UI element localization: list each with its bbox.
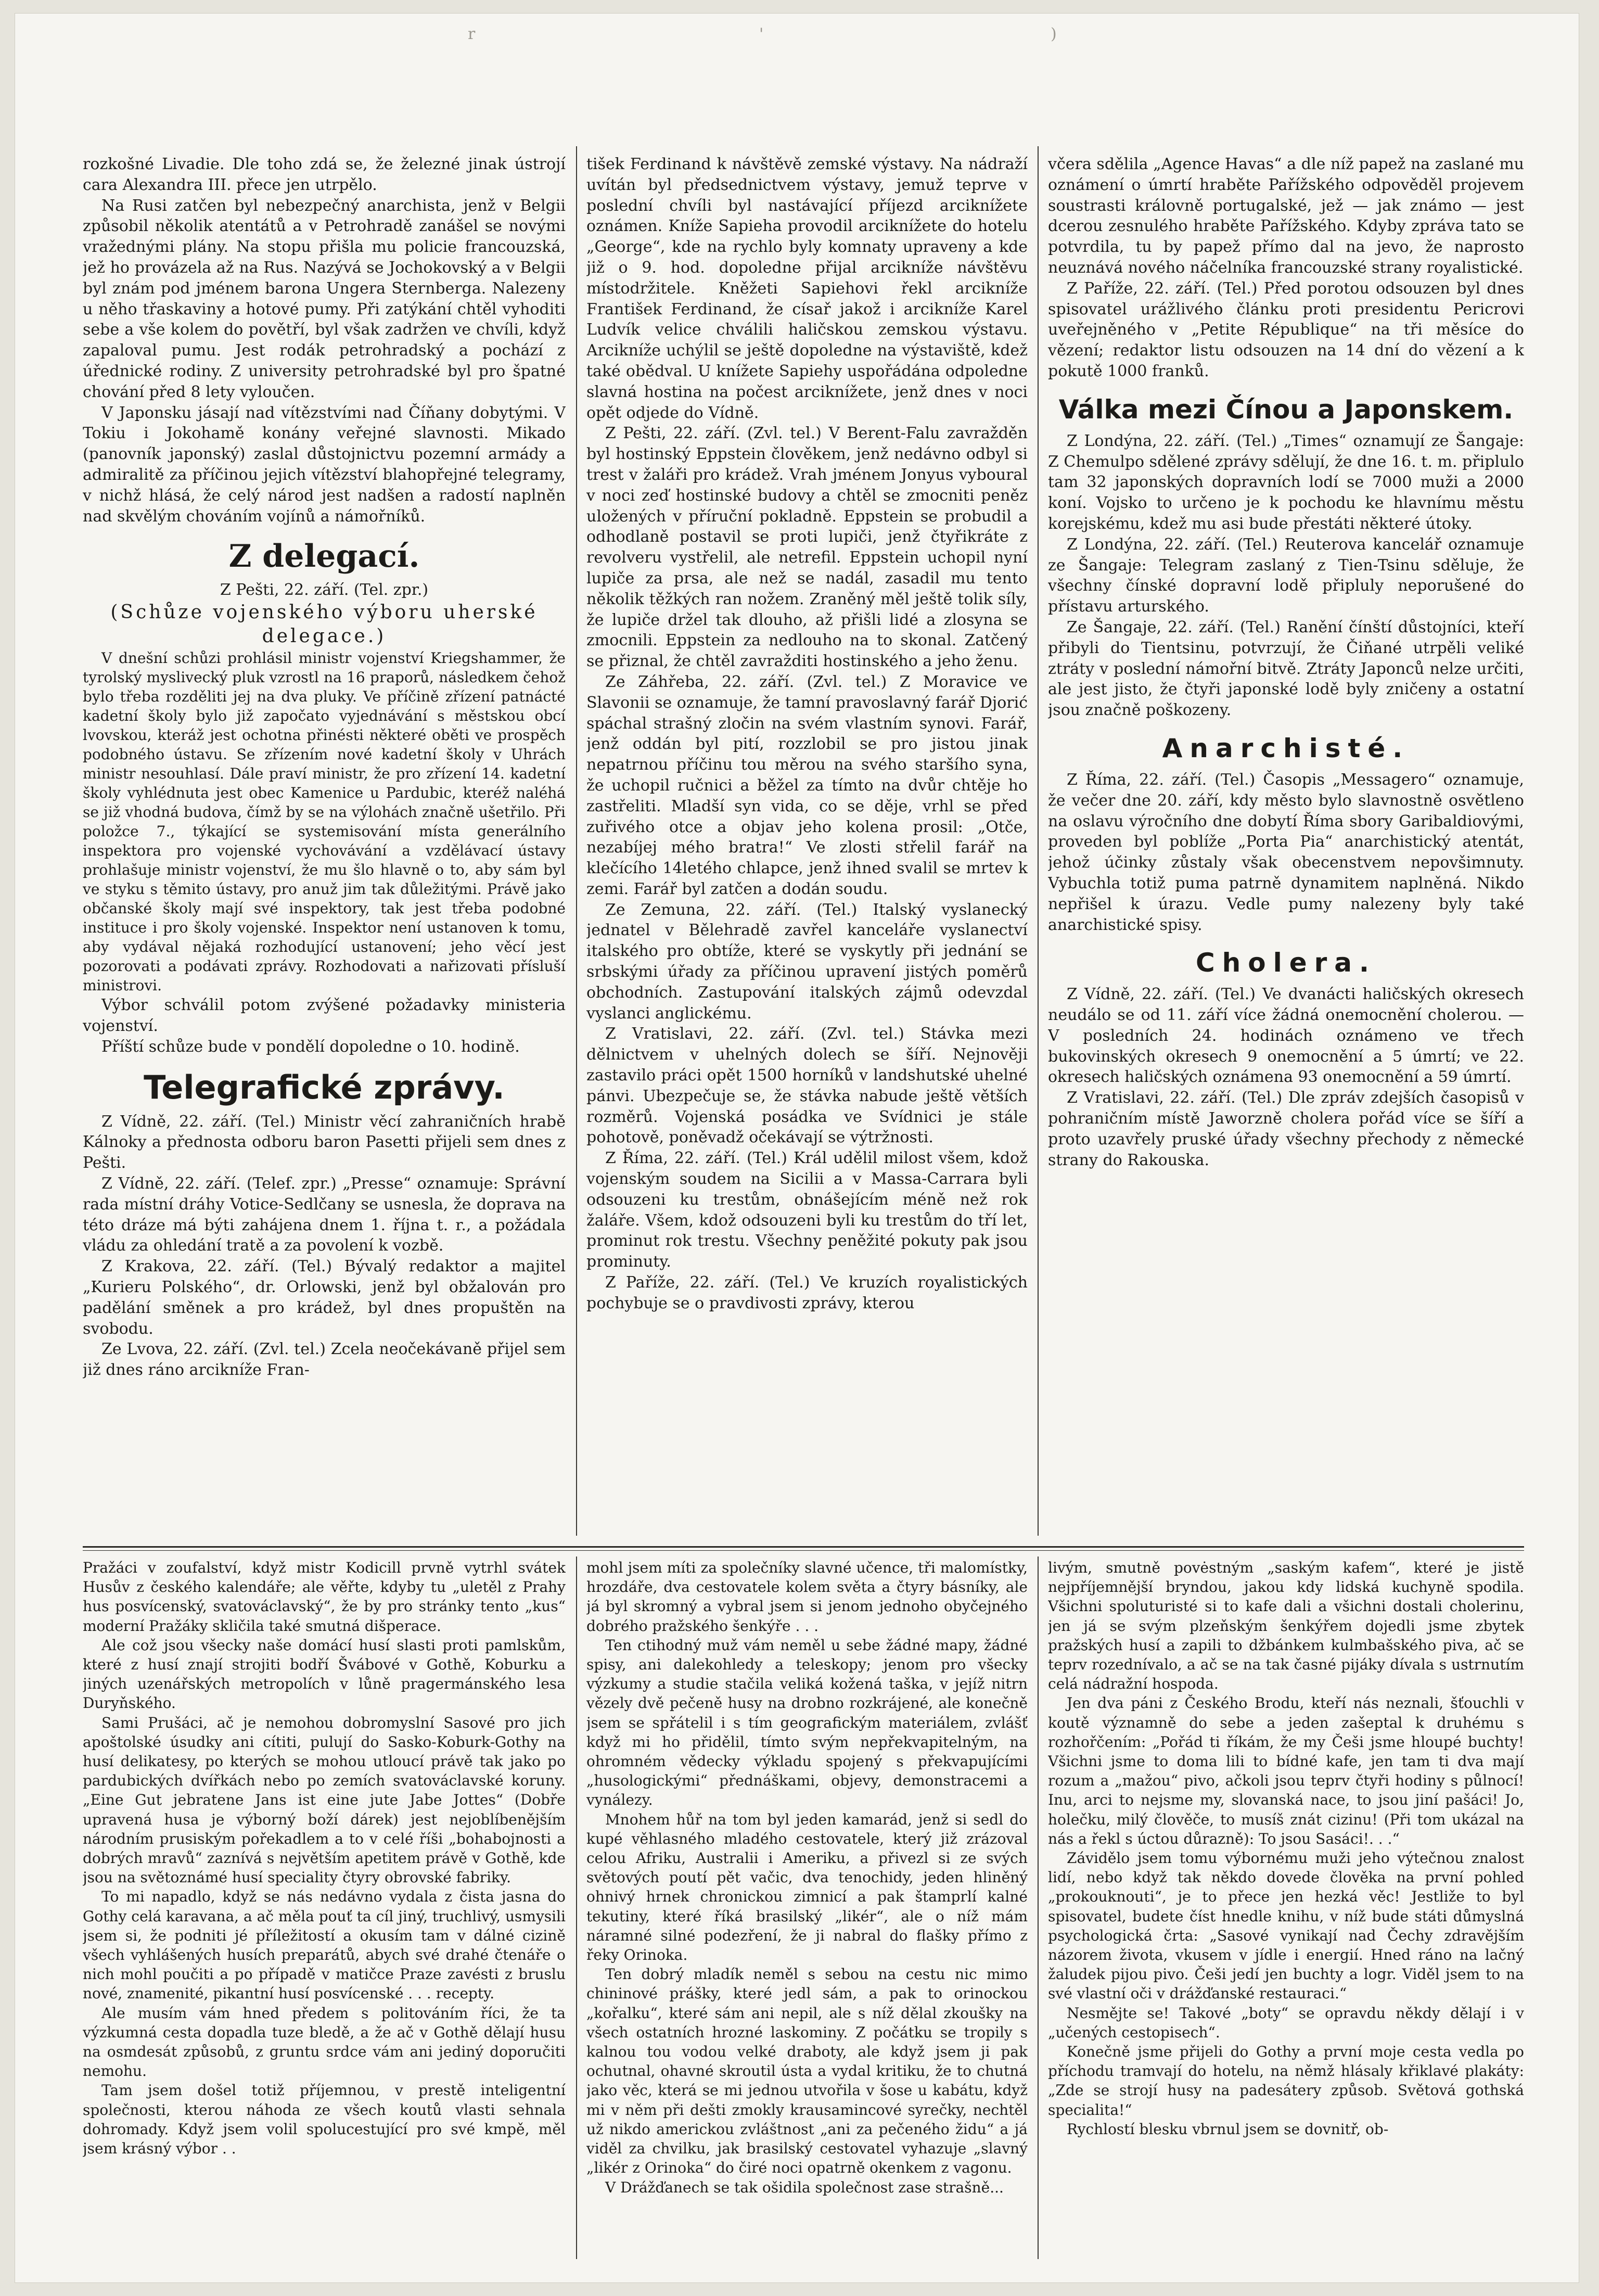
telegram-item: Z Vratislavi, 22. září. (Tel.) Dle zpráv zdejších časopisů v pohraničním místě Jaworzně cholera pořád více se šíří a proto uzavřely pruské úřady všechny přechody z německé strany do Rakouska. — [1048, 1089, 1524, 1169]
feuilleton-paragraph: Ale což jsou všecky naše domácí husí slasti proti pamlskům, které z husí znají strojiti bodří Švábové v Gothě, Koburku a jiných uzenářských metropolích v lůně pragermánského lesa Duryňského. — [83, 1636, 566, 1712]
top-column-2 — [586, 154, 1028, 1538]
scan-mark: r — [468, 25, 476, 43]
subheading: (Schůze vojenského výboru uherské delegace.) — [110, 602, 538, 647]
feuilleton-paragraph: Pražáci v zoufalství, když mistr Kodicill prvně vytrhl svátek Husův z českého kalendáře; ale věřte, kdyby tu „uletěl z Prahy hus posvícenský, svatováclavský“, že by pro stránky tento „kus“ moderní Pražáky skličila také smutná dišperace. — [83, 1559, 566, 1635]
telegram-item: Z Londýna, 22. září. (Tel.) „Times“ oznamují ze Šangaje: Z Chemulpo sdělené zprávy sdělují, že dne 16. t. m. připlulo tam 32 japonských dopravních lodí se 7000 muži a 2000 koní. Vojsko to určeno je k pochodu ke hlavnímu městu korejskému, kdež mu asi bude přestáti některé útoky. — [1048, 431, 1524, 533]
telegram-item: Z Paříže, 22. září. (Tel.) Před porotou odsouzen byl dnes spisovatel urážlivého článku proti presidentu Pericrovi uveřejněného v „Petite République“ na tři měsíce do vězení; redaktor listu odsouzen na 14 dní do vězení a k pokutě 1000 franků. — [1048, 279, 1524, 380]
feuilleton-paragraph: Ten dobrý mladík neměl s sebou na cestu nic mimo chininové prášky, které jedl sám, a pak to orinockou „kořalku“, které sám ani nepil, ale s níž dělal zkoušky na všech ostatních hrozné laskominy. Z počátku se tropily s kalnou tou vodou velké draboty, ale když jsem ji pak ochutnal, ohavné skroutil ústa a vydal kritiku, že to chutná jako věc, která se mi jednou utvořila v šose u kabátu, když mi v něm při dešti zmokly krausamincové syrečky, nechtěl už nikdo americkou zvláštnost „ani za pečeného židu“ a já viděl za chvilku, jak brasilský cestovatel vyhazuje „slavný „likér z Orinoka“ do čiré noci opatrně okenkem z vagonu. — [586, 1966, 1028, 2177]
telegram-item: Ze Lvova, 22. září. (Zvl. tel.) Zcela neočekávaně přijel sem již dnes ráno arcikníže Fran- — [83, 1340, 566, 1380]
article-paragraph: včera sdělila „Agence Havas“ a dle níž papež na zaslané mu oznámení o úmrtí hraběte Pařížského odpověděl projevem soustrasti královně portugalské, jež — jak známo — jest dcerou zesnulého hraběte Pařížského. Kdyby zpráva tato se potvrdila, tu by papež přímo dal na jevo, že naprosto neuznává nového náčelníka francouzské strany royalistické. — [1048, 155, 1524, 277]
feuilleton-paragraph: mohl jsem míti za společníky slavné učence, tři malomístky, hrozdáře, dva cestovatele kolem světa a čtyry básníky, ale já byl skromný a vybral jsem si jenom jednoho obyčejného dobrého pražského šenkýře . . . — [586, 1559, 1028, 1635]
scan-mark: ' — [759, 25, 764, 43]
feuilleton-rule — [83, 1550, 1524, 1551]
section-heading-valka: Válka mezi Čínou a Japonskem. — [1058, 394, 1514, 425]
newspaper-page — [15, 13, 1579, 2283]
telegram-item: Ze Šangaje, 22. září. (Tel.) Ranění čínští důstojníci, kteří přibyli do Tientsinu, potvrzují, že Čiňané utrpěli veliké ztráty v poslední námořní bitvě. Ztráty Japonců nelze určiti, ale jest jisto, že čtyři japonské lodě byly zničeny a ostatní jsou značně poškozeny. — [1048, 618, 1524, 720]
feuilleton-paragraph: Tam jsem došel totiž příjemnou, v prestě inteligentní společnosti, kterou náhoda ze všech koutů vlasti sehnala dohromady. Když jsem volil spolucestující pro své kmpě, měl jsem krásný výbor . . — [83, 2082, 566, 2158]
feuilleton-paragraph: Ten ctihodný muž vám neměl u sebe žádné mapy, žádné spisy, ani dalekohledy a teleskopy; jenom pro všecky výzkumy a studie stačila veliká kožená taška, v jejíž nitrn vězely dvě pečeně husy na drobno rozkrájené, ale konečně jsem se spřátelil i s tím geografickým materiálem, zvlášť když mi ho přidělil, tímto svým nepřekvapitelným, na ohromném vědecky výkladu spojený s překvapujícími „husologickými“ přednáškami, objevy, demonstracemi a vynálezy. — [586, 1636, 1028, 1809]
telegram-item: Z Paříže, 22. září. (Tel.) Ve kruzích royalistických pochybuje se o pravdivosti zprávy, kterou — [586, 1273, 1028, 1312]
telegram-item: Z Vídně, 22. září. (Tel.) Ministr věcí zahraničních hrabě Kálnoky a přednosta odboru baron Pasetti přijeli sem dnes z Pešti. — [83, 1112, 566, 1172]
article-paragraph: V Japonsku jásají nad vítězstvími nad Číňany dobytými. V Tokiu i Jokohamě konány veřejné slavnosti. Mikado (panovník japonský) zaslal důstojnictvu pozemní armády a admiralitě za příčinou jejich vítězství blahopřejné telegramy, v nichž hlásá, že celý národ jest nadšen a radostí naplněn nad skvělým chováním vojínů a námořníků. — [83, 403, 566, 526]
column-rule — [1038, 1557, 1039, 2259]
feuilleton-paragraph: livým, smutně povėstným „saským kafem“, které je jistě nejpříjemnější bryndou, jakou kdy lidská kuchyně spodila. Všichni spoluturisté si to kafe dali a všichni dostali cholerinu, jen já se svým plzeňským šenkýřem dojedli jsme zbytek pražských husí a zapili to džbánkem kulmbašského piva, ač se teprv rozednívalo, a ač se na tak časné pijáky dívala s ustrnutím celá nádražní hospoda. — [1048, 1559, 1524, 1693]
feuilleton-paragraph: Závidělo jsem tomu výbornému muži jeho výtečnou znalost lidí, nebo když tak někdo dovede člověka na první pohled „prokouknouti“, je to přece jen hezká věc! Jestliže to byl spisovatel, budete číst hnedle knihu, v níž bude státi důmyslná psychologická črta: „Sasové vynikají nad Čechy zdravějším názorem života, vkusem v jídle i energií. Hned ráno na lačný žaludek pijou pivo. Češi jedí jen buchty a logr. Viděl jsem to na své vlastní oči v drážďanské restauraci.“ — [1048, 1849, 1524, 2002]
scan-mark: ) — [1051, 25, 1057, 43]
section-heading-telegraficke: Telegrafické zprávy. — [144, 1068, 505, 1106]
column-rule — [1038, 146, 1039, 1536]
feuilleton-paragraph: Rychlostí blesku vbrnul jsem se dovnitř, ob- — [1067, 2120, 1389, 2138]
telegram-item: Z Krakova, 22. září. (Tel.) Bývalý redaktor a majitel „Kurieru Polského“, dr. Orlowski, jenž byl obžalován pro padělání směnek a pro krádež, byl dnes propuštěn na svobodu. — [83, 1257, 566, 1338]
telegram-item: Ze Zemuna, 22. září. (Tel.) Italský vyslanecký jednatel v Bělehradě zavřel kanceláře vyslanectví italského pro obtíže, které se vyskytly při jednání se srbskými úřady za příčinou upravení jistých poměrů obchodních. Zastupování italských zájmů odevzdal vyslanci anglickému. — [586, 900, 1028, 1023]
telegram-item: Ze Záhřeba, 22. září. (Zvl. tel.) Z Moravice ve Slavonii se oznamuje, že tamní pravoslavný farář Djorić spáchal strašný zločin na svém vlastním synovi. Farář, jenž oddán byl pití, rozzlobil se pro jistou jinak nepatrnou příčinu tou měrou na svého staršího syna, že uchopil ručnici a běžel za tímto na dvůr chtěje ho zastřeliti. Mladší syn vida, co se děje, vrhl se před zuřivého otce a objav jeho kolena prosil: „Otče, nezabíjej mého bratra!“ Ve zlosti střelil farář na klečícího 14letého chlapce, jenž ihned svalil se mrtev k zemi. Farář byl zatčen a dodán soudu. — [586, 672, 1028, 898]
feuilleton-paragraph: To mi napadlo, když se nás nedávno vydala z čista jasna do Gothy celá karavana, a ač měla pouť ta cíl jiný, truchlivý, usmysili jsem si, že podniti jé příležitostí a okusím tam v dálné cizině všech vyhlášených husích preparátů, abych své drahé čtenáře o nich mohl poučiti a po případě v matičce Praze zavésti z bruslu nové, znamenité, pikantní husí posvícenské . . . recepty. — [83, 1888, 566, 2002]
feuilleton-paragraph: Mnohem hůř na tom byl jeden kamarád, jenž si sedl do kupé věhlasného mladého cestovatele, který již zrázoval celou Afriku, Australii i Ameriku, a přivezl si ze svých světových poutí pět vačic, dva tenochidy, jeden hliněný ohnivý hrnek chronickou zimnicí a pak štamprlí kalné tekutiny, které říká brasilský „likér“, ale o níž mám náramné silné podezření, že ji nabral do flašky přímo z řeky Orinoka. — [586, 1810, 1028, 1964]
feuilleton-rule — [83, 1546, 1524, 1548]
feuilleton-paragraph: Ale musím vám hned předem s politováním říci, že ta výzkumná cesta dopadla tuze bledě, a že ač v Gothě dělají husu na osmdesát způsobů, z gruntu srdce vám ani jediný doporučiti nemohu. — [83, 2004, 566, 2080]
telegram-item: Z Říma, 22. září. (Tel.) Časopis „Messagero“ oznamuje, že večer dne 20. září, kdy město bylo slavnostně osvětleno na oslavu výročního dne dobytí Říma sbory Garibaldiovými, proveden byl poblíže „Porta Pia“ anarchistický atentát, jehož účinky zůstaly však obecenstvem nepovšimnuty. Vybuchla totiž puma patrně dynamitem naplněná. Nikdo nepřišel k úrazu. Vedle pumy nalezeny byly také anarchistické spisy. — [1048, 770, 1524, 934]
feuilleton-paragraph: Jen dva páni z Českého Brodu, kteří nás neznali, šťouchli v koutě významně do sebe a jeden zašeptal k druhému s rozhořčením: „Pořád ti říkám, že my Češi jsme hloupé buchty! Všichni jsme to doma lili to bídné kafe, jen tam ti dva mají rozum a „mažou“ pivo, ačkoli jsou teprv čtyři hodiny s půlnocí! Inu, arci to nejsme my, slovanská nace, to jsou jiní pašáci! Jo, holečku, milý člověče, to musíš znát cizinu! (Při tom ukázal na nás a řekl s úctou důrazně): To jsou Sasáci!. . .“ — [1048, 1694, 1524, 1847]
article-paragraph: tišek Ferdinand k návštěvě zemské výstavy. Na nádraží uvítán byl předsednictvem výstavy, jemuž teprve v poslední chvíli byl nastávající příjezd arciknížete oznámen. Kníže Sapieha provodil arciknížete do hotelu „George“, kde na rychlo byly komnaty upraveny a kde již o 9. hod. dopoledne přijal arcikníže návštěvu místodržitele. Kněžeti Sapiehovi řekl arcikníže František Ferdinand, že císař jakož i arcikníže Karel Ludvík velice chválili haličskou zemskou výstavu. Arcikníže uchýlil se ještě dopoledne na výstaviště, kdež také obědval. U knížete Sapiehy uspořádána odpoledne slavná hostina na počest arciknížete, jenž dnes v noci opět odjede do Vídně. — [586, 155, 1028, 422]
feuilleton-paragraph: V Drážďanech se tak ošidila společnost zase strašně... — [605, 2178, 1004, 2196]
telegram-item: Z Londýna, 22. září. (Tel.) Reuterova kancelář oznamuje ze Šangaje: Telegram zaslaný z Tien-Tsinu sděluje, že všechny čínské dopravní lodě připluly neporušené do přístavu arturského. — [1048, 535, 1524, 616]
column-rule — [576, 146, 577, 1536]
telegram-item: Z Pešti, 22. září. (Zvl. tel.) V Berent-Falu zavražděn byl hostinský Eppstein člověkem, jenž nedávno odbyl si trest v žaláři pro krádež. Vrah jménem Jonyus vyboural v noci zeď hostinské budovy a chtěl se zmocniti peněz uložených v příruční pokladně. Eppstein se probudil a odhodlaně postavil se proti lupiči, jenž čtyřikráte z revolveru vystřelil, ale netrefil. Eppstein uchopil nyní lupiče za prsa, ale než se nadál, zasadil mu tento několik těžkých ran nožem. Zraněný měl ještě tolik síly, že lupiče držel tak dlouho, až přišli lidé a zlosyna se zmocnili. Eppstein za nedlouho na to skonal. Zatčený se přiznal, že chtěl zavražditi hostinského a jeho ženu. — [586, 424, 1028, 671]
feuilleton-paragraph: Nesmějte se! Takové „boty“ se opravdu někdy dělají i v „učených cestopisech“. — [1048, 2004, 1524, 2041]
telegram-item: Z Říma, 22. září. (Tel.) Král udělil milost všem, kdož vojenským soudem na Sicilii a v Massa-Carrara byli odsouzeni ku trestům, obnášejícím méně než rok žaláře. Všem, kdož odsouzeni byli ku trestům do tří let, prominut rok trestu. Všechny peněžité pokuty pak jsou prominuty. — [586, 1149, 1028, 1271]
section-heading-delegaci: Z delegací. — [228, 538, 420, 575]
telegram-item: Z Vratislavi, 22. září. (Zvl. tel.) Stávka mezi dělnictvem v uhelných dolech se šíří. Nejnověji zastavilo práci opět 1500 horníků v landshutské uhelné pánvi. Ubezpečuje se, že stávka nabude ještě větších rozměrů. Vojenská posádka ve Svídnici je stále pohotově, poněvadž očekávají se výtržnosti. — [586, 1025, 1028, 1147]
feuilleton-column-1 — [83, 1558, 566, 2266]
article-paragraph: Výbor schválil potom zvýšené požadavky ministeria vojenství. — [83, 996, 566, 1035]
feuilleton-paragraph: Konečně jsme přijeli do Gothy a první moje cesta vedla po příchodu tramvají do hotelu, na němž hlásaly křiklavé plakáty: „Zde se strojí husy na padesátery způsob. Světová gothská specialita!“ — [1048, 2043, 1524, 2119]
feuilleton-column-2 — [586, 1558, 1028, 2266]
article-paragraph: Příští schůze bude v pondělí dopoledne o 10. hodině. — [101, 1037, 520, 1056]
article-paragraph: Na Rusi zatčen byl nebezpečný anarchista, jenž v Belgii způsobil několik atentátů a v Petrohradě zanášel se novými vražednými plány. Na stopu přišla mu policie francouzská, jež ho provázela až na Rus. Nazývá se Jochokovský a v Belgii byl znám pod jménem barona Ungera Sternberga. Nalezeny u něho třaskaviny a hotové pumy. Při zatýkání chtěl vyhoditi sebe a vše kolem do povětří, byl však zadržen ve chvíli, když zapaloval pumu. Jest rodák petrohradský a pochází z úřednické rodiny. Z university petrohradské byl pro špatné chování před 8 lety vyloučen. — [83, 196, 566, 401]
column-rule — [576, 1557, 577, 2259]
section-heading-anarchiste: Anarchisté. — [1162, 733, 1410, 763]
feuilleton-paragraph: Sami Prušáci, ač je nemohou dobromyslní Sasové pro jich apoštolské úsudky ani cítiti, pulují do Sasko-Koburk-Gothy na husí delikatesy, po kterých se mohou utloucí právě tak jako po pardubických dvířkách nebo po zemích svatováclavské koruny. „Eine Gut jebratene Jans ist eine jute Jabe Jottes“ (Dobře upravená husa je výborný boží dárek) jest nejoblíbenějším národním prusiským pořekadlem a to v celé říši „bohabojnosti a dobrých mravů“ zaznívá s největším apetitem právě v Gothě, kde jsou na světoznámé husí speciality čtyry obrovské fabriky. — [83, 1714, 566, 1886]
feuilleton-column-3 — [1048, 1558, 1524, 2266]
top-column-1 — [83, 154, 566, 1538]
section-heading-cholera: Cholera. — [1195, 948, 1377, 978]
top-column-3 — [1048, 154, 1524, 1538]
telegram-item: Z Vídně, 22. září. (Tel.) Ve dvanácti haličských okresech neudálo se od 11. září více žádná onemocnění cholerou. — V posledních 24. hodinách oznámeno ve třech bukovinských okresech 9 onemocnění a 5 úmrtí; ve 22. okresech haličských oznámena 93 onemocnění a 59 úmrtí. — [1048, 985, 1524, 1087]
telegram-item: Z Vídně, 22. září. (Telef. zpr.) „Presse“ oznamuje: Správní rada místní dráhy Votice-Sedlčany se usnesla, že doprava na této dráze má býti zahájena dnem 1. října t. r., a požádala vládu za ohledání tratě a za povolení k vozbě. — [83, 1174, 566, 1255]
article-paragraph: rozkošné Livadie. Dle toho zdá se, že železné jinak ústrojí cara Alexandra III. přece jen utrpělo. — [83, 155, 566, 194]
dateline: Z Pešti, 22. září. (Tel. zpr.) — [220, 581, 429, 599]
article-paragraph: V dnešní schůzi prohlásil ministr vojenství Kriegshammer, že tyrolský myslivecký pluk vzrostl na 16 praporů, následkem čehož bylo třeba rozděliti jej na dva pluky. Ve příčině zřízení patnácté kadetní školy bylo již započato vyjednávání s městskou obcí lvovskou, kteráž jest ochotna přinésti některé oběti ve prospěch podobného ústavu. Se zřízením nové kadetní školy v Uhrách ministr nesouhlasí. Dále praví ministr, že pro zřízení 14. kadetní školy vyhlédnuta jest obec Kamenice u Pardubic, kteréž naléhá se již vhodná budova, čímž by se na výlohách značně ušetřilo. Při položce 7., týkající se systemisování místa generálního inspektora pro vojenské vychovávání a vzdělávací ústavy prohlašuje ministr vojenství, že mu šlo hlavně o to, aby sám byl ve styku s těmito ústavy, pro anuž jim tak důležitými. Právě jako občanské školy mají své inspektory, tak jest třeba podobné instituce i pro školy vojenské. Inspektor není ustanoven k tomu, aby vydával nějaká rozhodující ustanovení; jeho věcí jest pozorovati a podávati zprávy. Rozhodovati a nařizovati přísluší ministrovi. — [83, 649, 566, 994]
